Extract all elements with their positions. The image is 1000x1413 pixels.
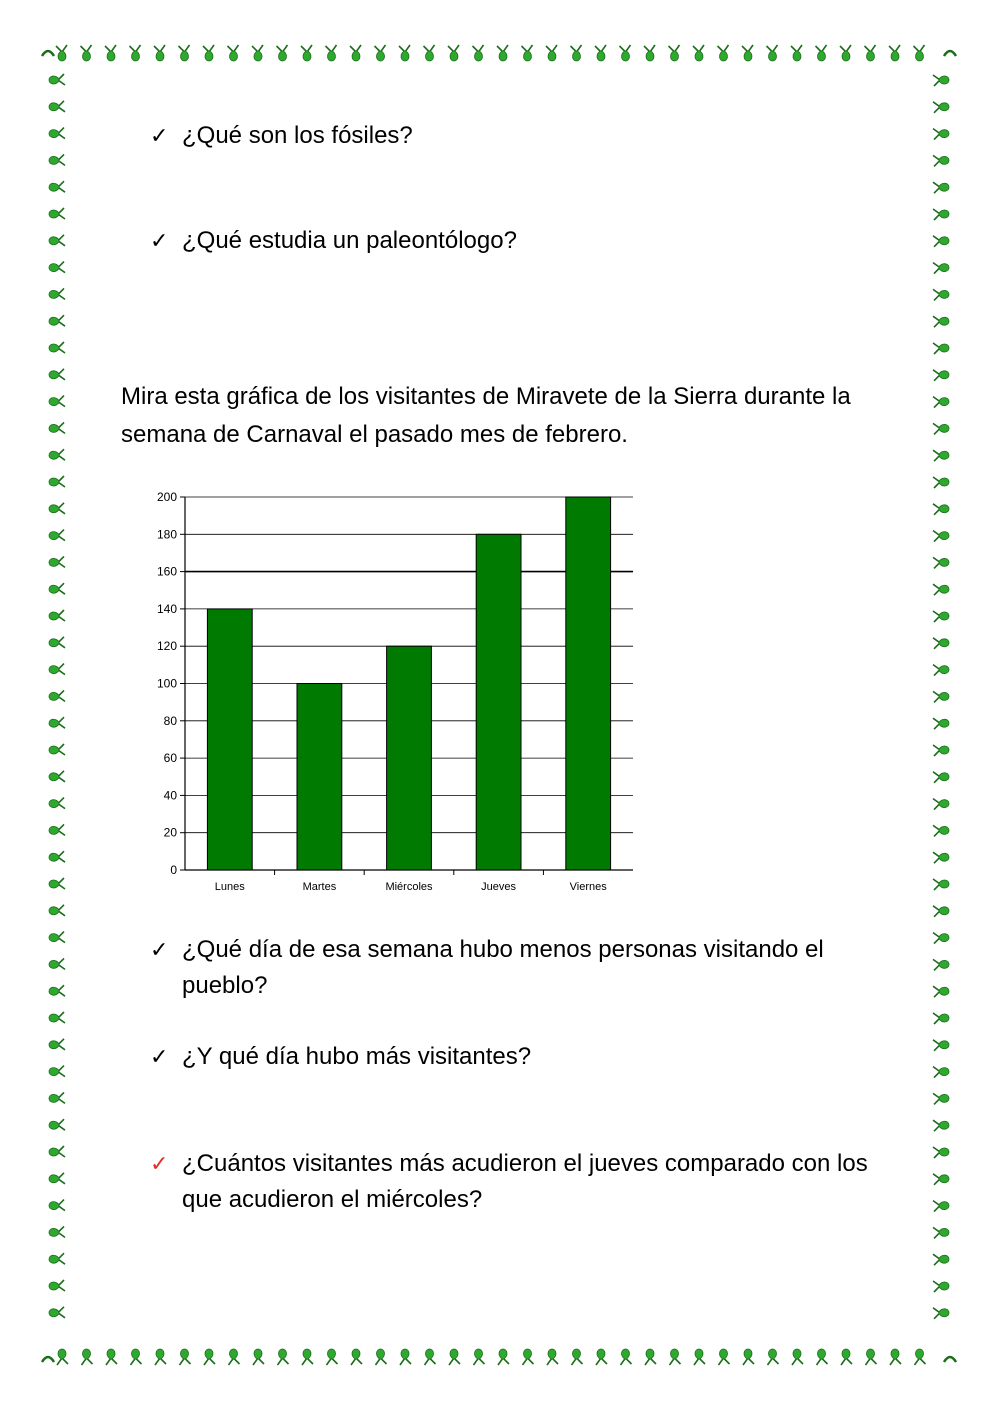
vine-leaf-icon (49, 583, 65, 594)
vine-leaf-icon (816, 45, 827, 61)
vine-leaf-icon (933, 1067, 949, 1078)
vine-leaf-icon (933, 1147, 949, 1158)
vine-leaf-icon (49, 369, 65, 380)
vine-leaf-icon (933, 611, 949, 622)
vine-leaf-icon (571, 45, 582, 61)
vine-leaf-icon (229, 1349, 240, 1365)
y-tick-label: 160 (156, 564, 177, 579)
vine-leaf-icon (49, 154, 65, 165)
checkmark-icon: ✓ (150, 1044, 169, 1069)
vine-leaf-icon (694, 1349, 705, 1365)
vine-leaf-icon (933, 852, 949, 863)
vine-curl-icon (42, 51, 54, 56)
vine-leaf-icon (301, 45, 312, 61)
vine-leaf-icon (49, 1226, 65, 1237)
vine-leaf-icon (105, 45, 116, 61)
question-fossils (150, 118, 880, 154)
vine-leaf-icon (56, 45, 67, 61)
bar-3 (476, 534, 521, 870)
vine-leaf-icon (49, 503, 65, 514)
vine-leaf-icon (327, 1349, 338, 1365)
vine-leaf-icon (620, 45, 631, 61)
question-text: ¿Qué estudia un paleontólogo? (182, 227, 517, 254)
vine-leaf-icon (49, 1066, 65, 1077)
vine-leaf-icon (768, 1349, 779, 1365)
vine-leaf-icon (49, 422, 65, 433)
vine-leaf-icon (933, 1013, 949, 1024)
vine-leaf-icon (933, 343, 949, 354)
vine-leaf-icon (933, 236, 949, 247)
vine-leaf-icon (933, 370, 949, 381)
vine-leaf-icon (933, 397, 949, 408)
vine-leaf-icon (49, 1280, 65, 1291)
vine-leaf-icon (400, 1349, 411, 1365)
vine-leaf-icon (865, 45, 876, 61)
y-tick-label: 40 (163, 788, 177, 803)
y-tick-label: 0 (170, 863, 177, 877)
vine-leaf-icon (767, 45, 778, 61)
vine-leaf-icon (49, 905, 65, 916)
y-tick-label: 120 (156, 639, 177, 654)
vine-leaf-icon (49, 530, 65, 541)
vine-leaf-icon (933, 1040, 949, 1051)
question-fewest-visitors (150, 932, 880, 1004)
vine-leaf-icon (915, 1349, 926, 1365)
y-tick-label: 200 (156, 490, 177, 504)
vine-leaf-icon (933, 504, 949, 515)
vine-leaf-icon (841, 1349, 852, 1365)
vine-leaf-icon (621, 1349, 632, 1365)
vine-leaf-icon (49, 449, 65, 460)
vine-curl-icon (42, 1357, 54, 1362)
vine-leaf-icon (693, 45, 704, 61)
vine-leaf-icon (278, 1349, 289, 1365)
vine-leaf-icon (791, 45, 802, 61)
vine-leaf-icon (933, 584, 949, 595)
x-tick-label: Viernes (569, 881, 607, 893)
vine-leaf-icon (82, 1349, 93, 1365)
vine-leaf-icon (933, 825, 949, 836)
vine-leaf-icon (49, 958, 65, 969)
vine-leaf-icon (49, 74, 65, 85)
vine-leaf-icon (49, 985, 65, 996)
vine-leaf-icon (933, 665, 949, 676)
vine-leaf-icon (933, 1174, 949, 1185)
vine-leaf-icon (933, 557, 949, 568)
vine-leaf-icon (49, 798, 65, 809)
vine-leaf-icon (376, 1349, 387, 1365)
vine-leaf-icon (155, 1349, 166, 1365)
vine-leaf-icon (49, 1012, 65, 1023)
vine-leaf-icon (933, 209, 949, 220)
vine-leaf-icon (49, 556, 65, 567)
vine-leaf-icon (49, 1307, 65, 1318)
vine-leaf-icon (49, 851, 65, 862)
vine-leaf-icon (49, 128, 65, 139)
vine-leaf-icon (792, 1349, 803, 1365)
vine-leaf-icon (547, 1349, 558, 1365)
vine-leaf-icon (49, 637, 65, 648)
vine-leaf-icon (933, 933, 949, 944)
vine-leaf-icon (277, 45, 288, 61)
vine-leaf-icon (57, 1349, 68, 1365)
vine-leaf-icon (49, 932, 65, 943)
vine-leaf-icon (228, 45, 239, 61)
vine-leaf-icon (49, 181, 65, 192)
vine-leaf-icon (253, 1349, 264, 1365)
vine-leaf-icon (933, 1120, 949, 1131)
vine-leaf-icon (933, 1281, 949, 1292)
vine-curl-icon (944, 51, 956, 56)
vine-leaf-icon (154, 45, 165, 61)
checkmark-icon: ✓ (150, 228, 169, 253)
vine-leaf-icon (645, 1349, 656, 1365)
vine-leaf-icon (933, 959, 949, 970)
checkmark-icon: ✓ (150, 1151, 169, 1176)
vine-leaf-icon (130, 45, 141, 61)
vine-leaf-icon (326, 45, 337, 61)
vine-leaf-icon (572, 1349, 583, 1365)
vine-curl-icon (944, 1357, 956, 1362)
vine-leaf-icon (203, 45, 214, 61)
vine-leaf-icon (933, 1254, 949, 1265)
y-tick-label: 60 (163, 751, 177, 766)
vine-leaf-icon (933, 155, 949, 166)
question-paleontologist (150, 223, 880, 259)
vine-leaf-icon (933, 745, 949, 756)
vine-leaf-icon (49, 878, 65, 889)
intro-paragraph: Mira esta gráfica de los visitantes de Miravete de la Sierra durante la semana de Carnaval el pasado mes de febrero. (121, 383, 851, 448)
y-tick-label: 100 (156, 676, 177, 691)
vine-leaf-icon (933, 531, 949, 542)
vine-leaf-icon (49, 1200, 65, 1211)
vine-leaf-icon (49, 1253, 65, 1264)
y-tick-label: 140 (156, 601, 177, 616)
vine-leaf-icon (424, 45, 435, 61)
x-tick-label: Lunes (214, 881, 245, 893)
vine-leaf-icon (449, 1349, 460, 1365)
vine-leaf-icon (49, 208, 65, 219)
vine-leaf-icon (933, 129, 949, 140)
bar-4 (566, 497, 611, 870)
question-text: ¿Cuántos visitantes más acudieron el jueves comparado con los que acudieron el miércoles? (182, 1150, 868, 1213)
vine-leaf-icon (933, 879, 949, 890)
vine-leaf-icon (252, 45, 263, 61)
vine-leaf-icon (933, 691, 949, 702)
vine-leaf-icon (933, 772, 949, 783)
vine-leaf-icon (933, 450, 949, 461)
vine-leaf-icon (933, 1308, 949, 1319)
vine-leaf-icon (523, 1349, 534, 1365)
vine-leaf-icon (498, 1349, 509, 1365)
vine-leaf-icon (933, 316, 949, 327)
vine-leaf-icon (933, 263, 949, 274)
vine-leaf-icon (817, 1349, 828, 1365)
vine-leaf-icon (914, 45, 925, 61)
vine-leaf-icon (669, 45, 680, 61)
vine-leaf-icon (933, 1093, 949, 1104)
vine-leaf-icon (49, 664, 65, 675)
y-tick-label: 80 (163, 713, 177, 728)
vine-leaf-icon (743, 1349, 754, 1365)
vine-leaf-icon (179, 45, 190, 61)
vine-leaf-icon (131, 1349, 142, 1365)
vine-leaf-icon (889, 45, 900, 61)
vine-leaf-icon (448, 45, 459, 61)
vine-leaf-icon (933, 799, 949, 810)
question-text: ¿Y qué día hubo más visitantes? (182, 1043, 532, 1070)
vine-leaf-icon (49, 101, 65, 112)
bar-1 (297, 684, 342, 871)
vine-leaf-icon (596, 1349, 607, 1365)
vine-leaf-icon (375, 45, 386, 61)
vine-leaf-icon (933, 1201, 949, 1212)
vine-leaf-icon (49, 1092, 65, 1103)
vine-leaf-icon (204, 1349, 215, 1365)
vine-leaf-icon (546, 45, 557, 61)
vine-leaf-icon (718, 45, 729, 61)
vine-leaf-icon (49, 315, 65, 326)
vine-leaf-icon (49, 235, 65, 246)
vine-leaf-icon (399, 45, 410, 61)
vine-leaf-icon (49, 1119, 65, 1130)
vine-leaf-icon (49, 610, 65, 621)
vine-leaf-icon (933, 182, 949, 193)
vine-leaf-icon (49, 1146, 65, 1157)
y-tick-label: 20 (163, 825, 177, 840)
vine-leaf-icon (302, 1349, 313, 1365)
vine-leaf-icon (425, 1349, 436, 1365)
vine-leaf-icon (473, 45, 484, 61)
vine-leaf-icon (497, 45, 508, 61)
vine-leaf-icon (933, 423, 949, 434)
vine-leaf-icon (350, 45, 361, 61)
vine-leaf-icon (866, 1349, 877, 1365)
checkmark-icon: ✓ (150, 937, 169, 962)
vine-leaf-icon (933, 477, 949, 488)
vine-leaf-icon (49, 1039, 65, 1050)
vine-leaf-icon (933, 906, 949, 917)
vine-leaf-icon (933, 102, 949, 113)
vine-leaf-icon (742, 45, 753, 61)
vine-leaf-icon (49, 771, 65, 782)
question-text: ¿Qué día de esa semana hubo menos personas visitando el pueblo? (182, 936, 824, 999)
bar-0 (207, 609, 252, 870)
vine-leaf-icon (49, 690, 65, 701)
vine-leaf-icon (522, 45, 533, 61)
vine-leaf-icon (180, 1349, 191, 1365)
vine-leaf-icon (49, 717, 65, 728)
vine-leaf-icon (49, 476, 65, 487)
vine-leaf-icon (890, 1349, 901, 1365)
vine-leaf-icon (840, 45, 851, 61)
vine-leaf-icon (670, 1349, 681, 1365)
vine-leaf-icon (933, 638, 949, 649)
vine-leaf-icon (933, 75, 949, 86)
vine-leaf-icon (719, 1349, 730, 1365)
vine-leaf-icon (49, 288, 65, 299)
vine-leaf-icon (474, 1349, 485, 1365)
vine-leaf-icon (933, 289, 949, 300)
vine-leaf-icon (49, 262, 65, 273)
vine-leaf-icon (933, 1227, 949, 1238)
vine-leaf-icon (81, 45, 92, 61)
vine-leaf-icon (933, 718, 949, 729)
y-tick-label: 180 (156, 527, 177, 542)
x-tick-label: Jueves (481, 881, 517, 893)
x-tick-label: Martes (302, 881, 337, 893)
vine-leaf-icon (106, 1349, 117, 1365)
vine-leaf-icon (933, 986, 949, 997)
vine-leaf-icon (351, 1349, 362, 1365)
vine-leaf-icon (644, 45, 655, 61)
vine-leaf-icon (49, 342, 65, 353)
vine-leaf-icon (49, 396, 65, 407)
visitors-bar-chart (130, 485, 650, 905)
vine-leaf-icon (49, 744, 65, 755)
question-difference (150, 1146, 880, 1218)
checkmark-icon: ✓ (150, 123, 169, 148)
vine-leaf-icon (595, 45, 606, 61)
question-most-visitors (150, 1039, 880, 1075)
bar-2 (387, 646, 432, 870)
question-text: ¿Qué son los fósiles? (182, 122, 413, 149)
vine-leaf-icon (49, 824, 65, 835)
vine-leaf-icon (49, 1173, 65, 1184)
x-tick-label: Miércoles (385, 881, 433, 893)
